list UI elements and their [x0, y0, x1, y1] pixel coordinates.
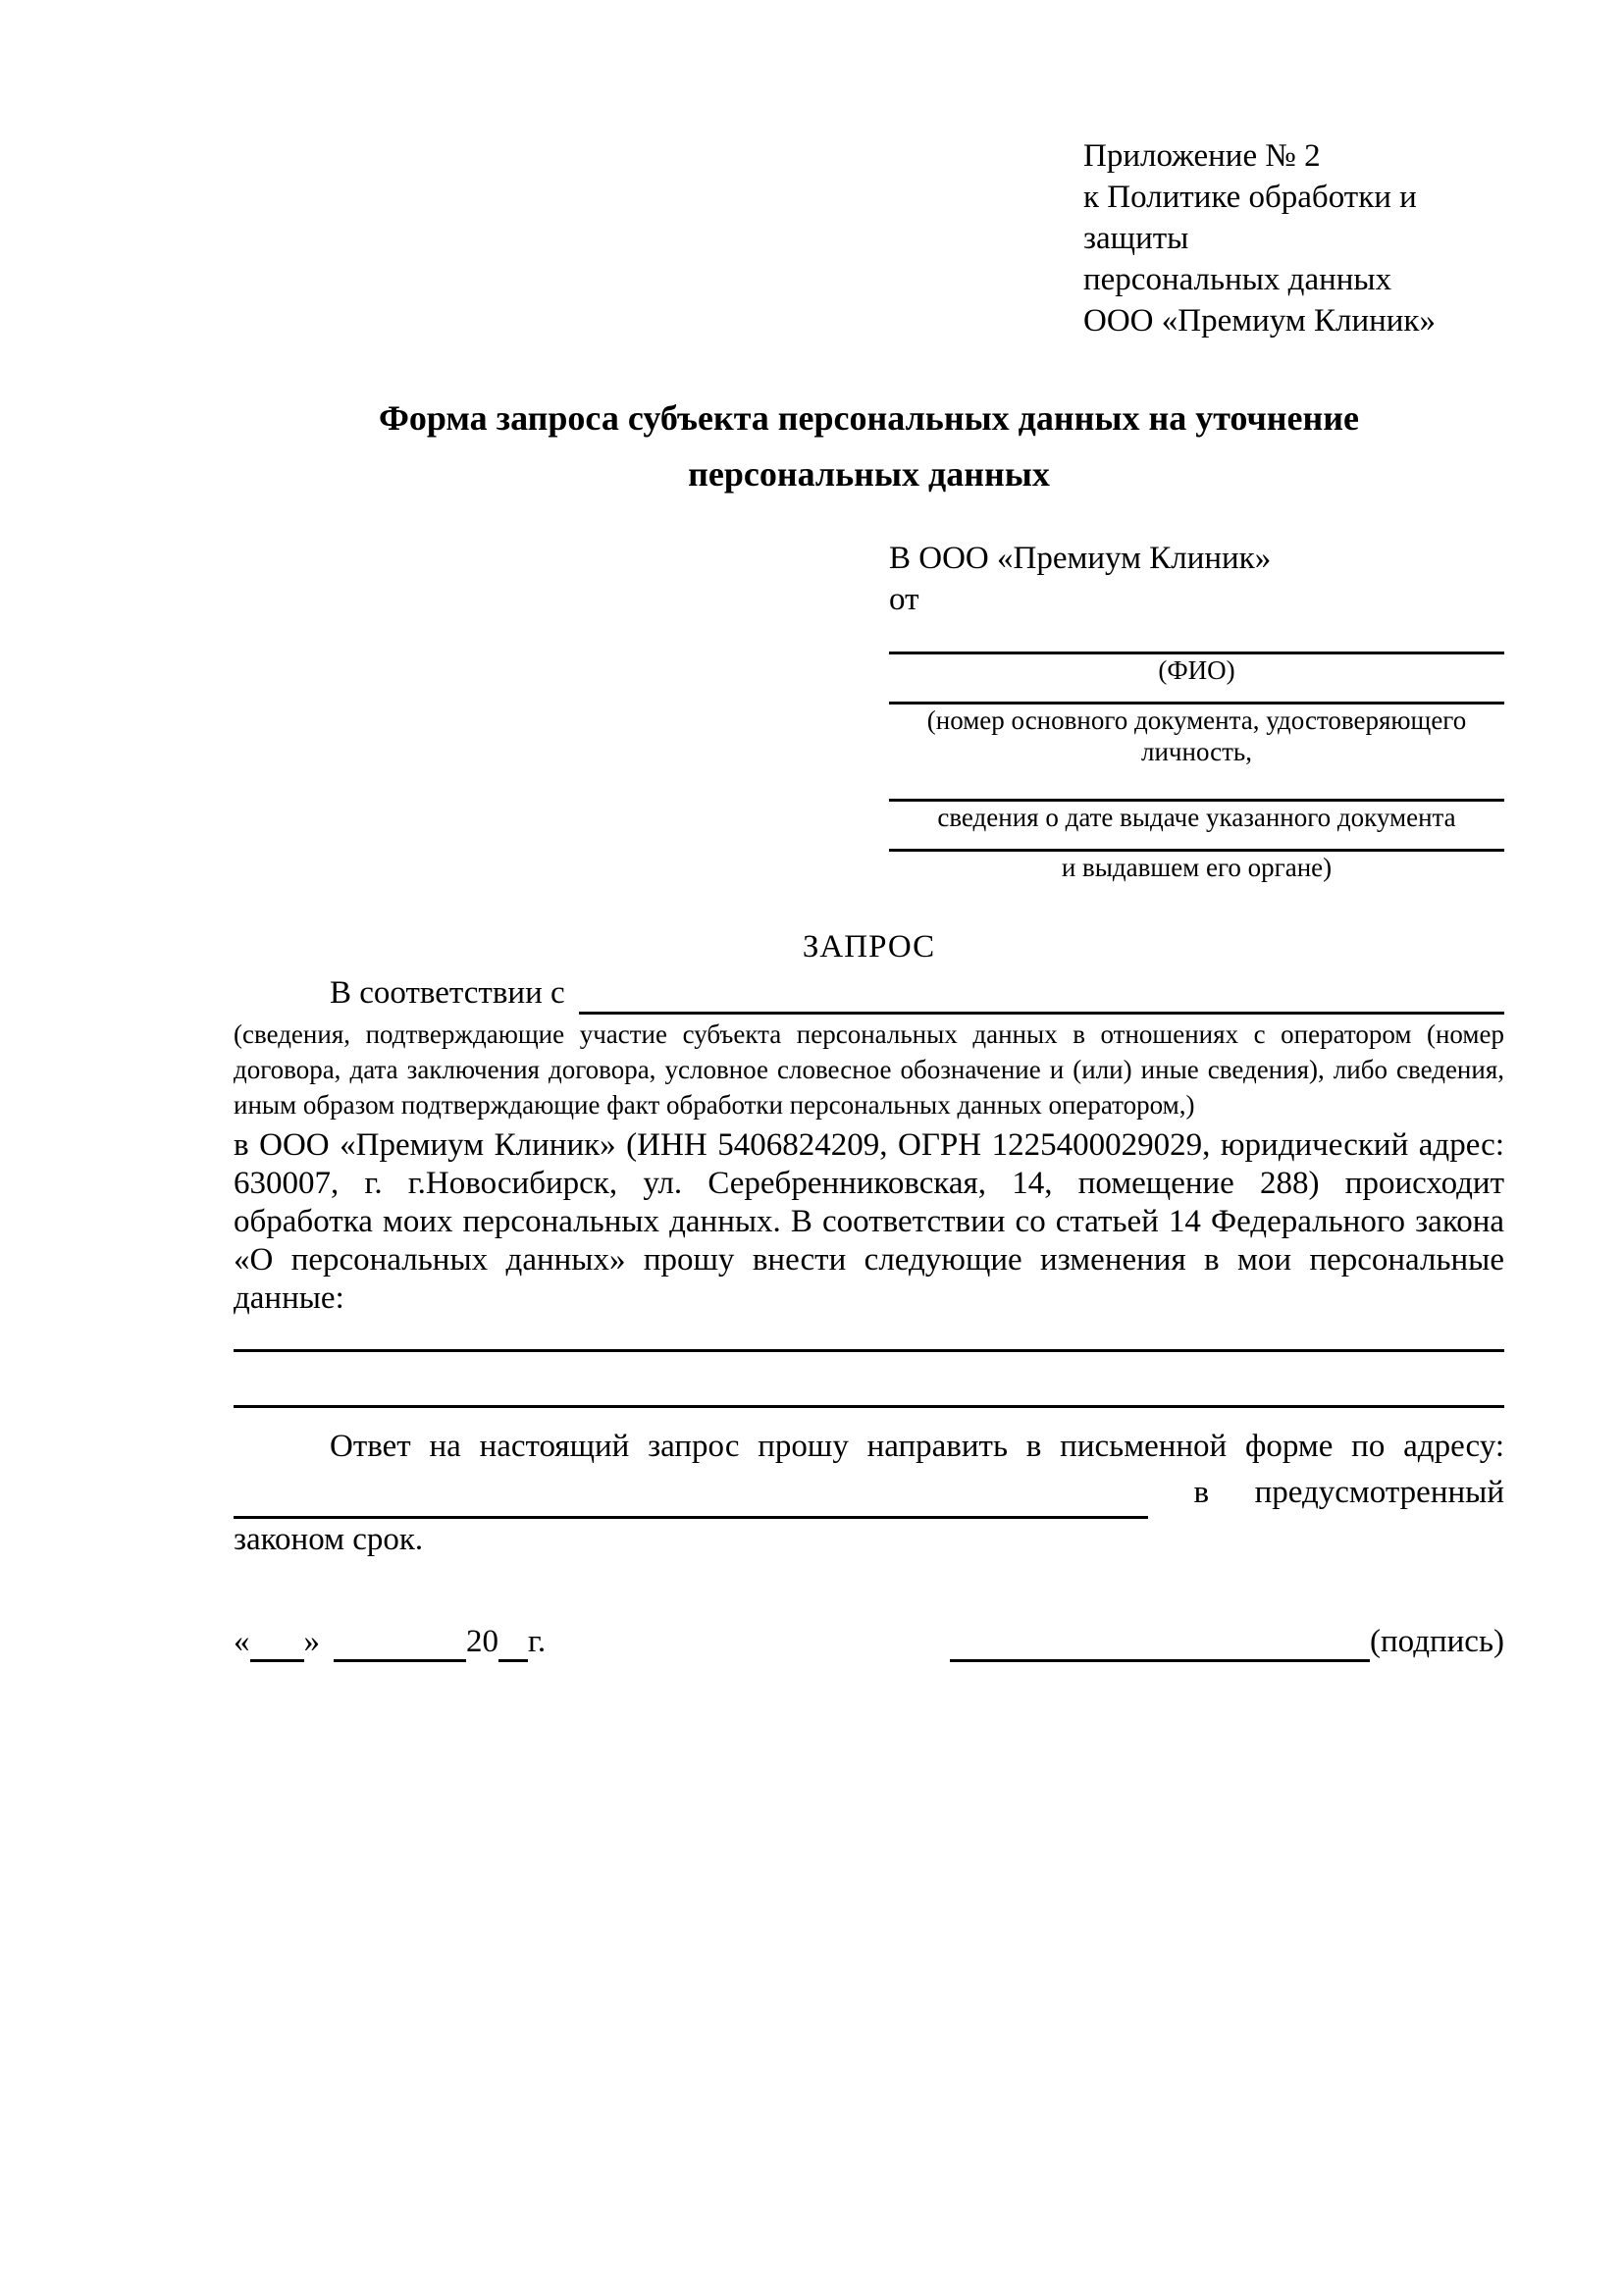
- date-century: 20: [466, 1624, 498, 1659]
- request-body-paragraph: в ООО «Премиум Клиник» (ИНН 5406824209, ОГРН 1225400029029, юридический адрес: 630007, г. г.Новосибирск, ул. Серебренниковская, 14, помещение 288) происходит обработка моих персональных данных. В соответствии со статьей 14 Федерального закона «О персональных данных» прошу внести следующие изменения в мои персональные данные:: [234, 1127, 1504, 1316]
- addressee-from-label: от: [889, 582, 919, 617]
- accordance-fineprint: (сведения, подтверждающие участие субъекта персональных данных в отношениях с оператором (номер договора, дата заключения договора, условное словесное обозначение и (или) иные сведения), либо сведения, иным образом подтверждающие факт обработки персональных данных оператором,): [234, 1019, 1504, 1120]
- signature-blank: [950, 1621, 1504, 1662]
- accordance-write-line: [579, 975, 1504, 1015]
- changes-write-line-1: [234, 1349, 1504, 1352]
- reply-address-write-line: [234, 1474, 1148, 1519]
- issuing-authority-caption: и выдавшем его органе): [1061, 853, 1333, 882]
- reply-word: в: [1193, 1475, 1210, 1510]
- document-title: Форма запроса субъекта персональных данных на уточнение персональных данных: [379, 398, 1359, 494]
- field-issuing-authority: [889, 849, 1504, 883]
- date-quote-close: »: [303, 1624, 320, 1659]
- document-number-caption: (номер основного документа, удостоверяющего личность,: [926, 705, 1467, 766]
- date-day-write-line: [250, 1629, 304, 1662]
- changes-write-line-2: [234, 1405, 1504, 1408]
- field-document-number: [889, 702, 1504, 767]
- accordance-row: [234, 971, 1504, 1015]
- appendix-block: [1083, 135, 1504, 341]
- appendix-line: к Политике обработки и защиты: [1083, 180, 1417, 256]
- request-heading: ЗАПРОС: [802, 929, 936, 965]
- signature-caption: (подпись): [1370, 1624, 1504, 1659]
- date-blank: [234, 1621, 546, 1662]
- reply-word: предусмотренный: [1254, 1475, 1504, 1510]
- issue-date-caption: сведения о дате выдаче указанного документа: [937, 803, 1456, 832]
- reply-paragraph-line3: законом срок.: [234, 1522, 424, 1557]
- addressee-block: [889, 538, 1504, 883]
- date-year-write-line: [498, 1629, 528, 1662]
- addressee-to: В ООО «Премиум Клиник»: [889, 541, 1272, 576]
- date-year-suffix: г.: [528, 1624, 547, 1659]
- appendix-line: ООО «Премиум Клиник»: [1083, 303, 1436, 339]
- reply-paragraph-line2: [234, 1466, 1504, 1519]
- field-fio: [889, 652, 1504, 686]
- field-issue-date: [889, 799, 1504, 833]
- date-signature-row: [234, 1621, 1504, 1662]
- accordance-prefix: В соответствии с: [330, 975, 565, 1011]
- appendix-line: Приложение № 2: [1083, 138, 1321, 174]
- date-month-write-line: [334, 1629, 466, 1662]
- reply-paragraph-line1: Ответ на настоящий запрос прошу направить в письменной форме по адресу:: [330, 1429, 1504, 1464]
- date-quote-open: «: [234, 1624, 250, 1659]
- fio-caption: (ФИО): [1158, 655, 1235, 685]
- signature-write-line: [950, 1629, 1370, 1662]
- appendix-line: персональных данных: [1083, 262, 1392, 297]
